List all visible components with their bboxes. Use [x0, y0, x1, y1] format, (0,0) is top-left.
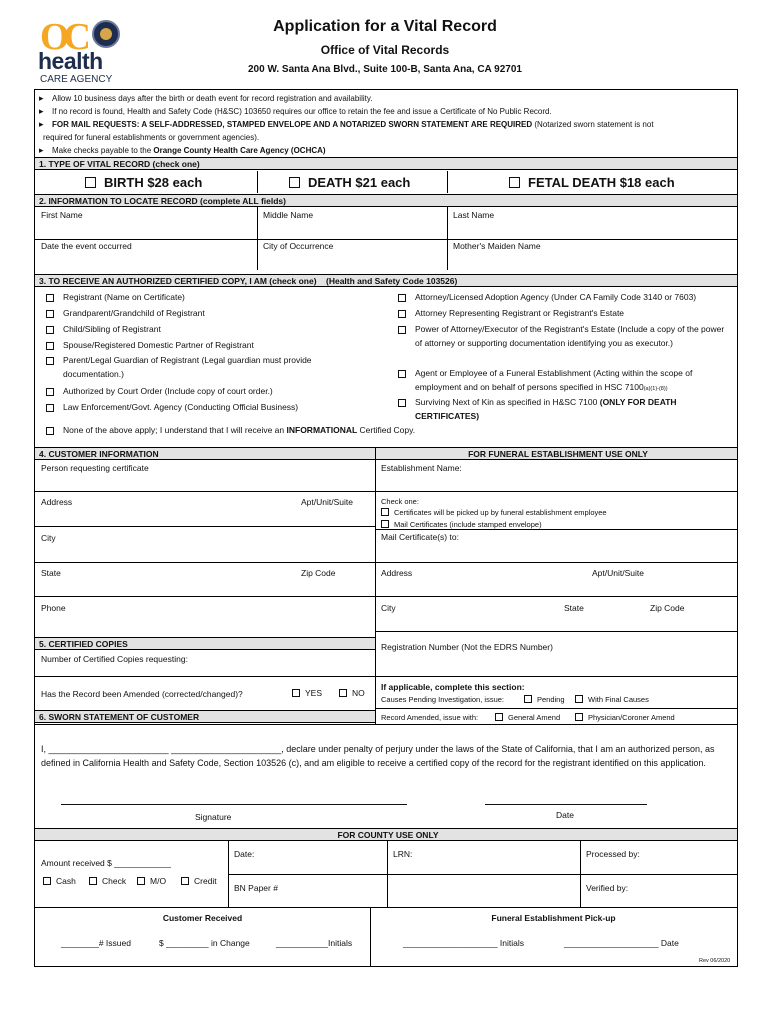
- person-requesting-field[interactable]: Person requesting certificate: [41, 463, 149, 473]
- note-mail-bold: FOR MAIL REQUESTS: A SELF-ADDRESSED, STAMPED ENVELOPE AND A NOTARIZED SWORN STATEMENT ARE REQUIRED: [52, 120, 533, 129]
- parent-guardian-option[interactable]: [46, 354, 366, 381]
- amended-yes-label: YES: [305, 688, 323, 698]
- divider: [35, 526, 375, 527]
- signature-line[interactable]: [61, 804, 407, 805]
- section-3-title: 3. TO RECEIVE AN AUTHORIZED CERTIFIED COPY, I AM (check one): [39, 276, 317, 286]
- funeral-state-field[interactable]: State: [564, 603, 584, 613]
- physician-amend-checkbox[interactable]: [575, 713, 583, 721]
- attorney-registrant-option[interactable]: [398, 307, 738, 321]
- funeral-address-field[interactable]: Address: [381, 568, 413, 578]
- informational-bold: INFORMATIONAL: [286, 425, 358, 435]
- law-enforcement-checkbox[interactable]: [46, 404, 54, 412]
- attorney-adoption-label: Attorney/Licensed Adoption Agency (Under CA Family Code 3140 or 7603): [415, 292, 697, 302]
- physician-amend-label: Physician/Coroner Amend: [588, 713, 675, 722]
- divider: [447, 171, 448, 193]
- funeral-agent-option[interactable]: [398, 367, 733, 396]
- section-3-code: (Health and Safety Code 103526): [326, 276, 458, 286]
- cash-option[interactable]: [43, 876, 76, 887]
- pending-option[interactable]: [524, 694, 565, 705]
- fetal-death-option[interactable]: [509, 175, 675, 190]
- law-enforcement-option[interactable]: [46, 401, 376, 415]
- pickup-initials-field[interactable]: ____________________ Initials: [403, 938, 525, 948]
- section-1-heading: 1. TYPE OF VITAL RECORD (check one): [35, 157, 737, 170]
- parent-guardian-checkbox[interactable]: [46, 357, 54, 365]
- amended-yes-checkbox[interactable]: [292, 689, 300, 697]
- section-6-heading: 6. SWORN STATEMENT OF CUSTOMER: [35, 710, 375, 723]
- informational-text: None of the above apply; I understand that I will receive an: [63, 425, 287, 435]
- divider: [35, 239, 737, 240]
- event-date-field[interactable]: Date the event occurred: [41, 241, 132, 251]
- funeral-heading: FOR FUNERAL ESTABLISHMENT USE ONLY: [375, 447, 737, 460]
- maiden-name-field[interactable]: Mother's Maiden Name: [453, 241, 541, 251]
- check-one-label: Check one:: [381, 497, 419, 506]
- section-5-heading: 5. CERTIFIED COPIES: [35, 637, 375, 650]
- next-of-kin-bold: (ONLY FOR DEATH CERTIFICATES): [415, 397, 677, 421]
- final-causes-label: With Final Causes: [588, 695, 649, 704]
- note-no-record: ▸ If no record is found, Health and Safety Code (H&SC) 103650 requires our office to retain the fee and issue a Certificate of No Public Record.: [39, 105, 733, 118]
- logo-health-text: health: [38, 48, 103, 74]
- funeral-zip-field[interactable]: Zip Code: [650, 603, 685, 613]
- divider: [35, 562, 375, 563]
- birth-label: BIRTH $28 each: [104, 175, 203, 190]
- physician-amend-option[interactable]: [575, 712, 675, 723]
- mail-to-label: Mail Certificate(s) to:: [381, 532, 459, 542]
- death-label: DEATH $21 each: [308, 175, 411, 190]
- registrant-checkbox[interactable]: [46, 294, 54, 302]
- birth-option[interactable]: [85, 175, 202, 190]
- spouse-checkbox[interactable]: [46, 342, 54, 350]
- note-mail-continued: required for funeral establishments or government agencies).: [43, 133, 260, 142]
- check-label: Check: [102, 876, 127, 886]
- note-mail-requests: [39, 118, 733, 131]
- divider: [35, 907, 737, 908]
- money-order-label: M/O: [150, 876, 167, 886]
- pending-label: Pending: [537, 695, 565, 704]
- attorney-adoption-checkbox[interactable]: [398, 294, 406, 302]
- grandparent-label: Grandparent/Grandchild of Registrant: [63, 308, 205, 318]
- section-3-heading: [35, 274, 737, 287]
- address-field[interactable]: Address: [41, 497, 73, 507]
- attorney-adoption-option[interactable]: [398, 291, 738, 305]
- grandparent-option[interactable]: [46, 307, 376, 321]
- amount-received-field[interactable]: Amount received $ ____________: [41, 858, 171, 868]
- logo-agency-text: CARE AGENCY: [40, 74, 113, 85]
- credit-label: Credit: [194, 876, 217, 886]
- next-of-kin-label: [398, 396, 733, 423]
- date-line[interactable]: [485, 804, 647, 805]
- note-checks-text: Make checks payable to the: [52, 146, 154, 155]
- office-address: 200 W. Santa Ana Blvd., Suite 100-B, Santa Ana, CA 92701: [248, 64, 522, 75]
- page-title: Application for a Vital Record: [273, 18, 497, 35]
- bn-paper-field[interactable]: BN Paper #: [234, 883, 278, 893]
- funeral-pickup-heading: Funeral Establishment Pick-up: [491, 913, 616, 923]
- money-order-option[interactable]: [137, 876, 166, 887]
- divider: [257, 171, 258, 193]
- power-of-attorney-option[interactable]: [398, 323, 733, 350]
- county-use-heading: FOR COUNTY USE ONLY: [35, 828, 737, 841]
- note-checks-bold: Orange County Health Care Agency (OCHCA): [153, 146, 326, 155]
- credit-checkbox[interactable]: [181, 877, 189, 885]
- section-4-heading: 4. CUSTOMER INFORMATION: [35, 447, 375, 460]
- apt-unit-field[interactable]: Apt/Unit/Suite: [301, 497, 353, 507]
- mail-certs-label: Mail Certificates (include stamped envelope): [394, 520, 542, 529]
- informational-option[interactable]: [46, 424, 726, 438]
- picked-up-label: Certificates will be picked up by funeral establishment employee: [394, 508, 607, 517]
- divider: [35, 676, 375, 677]
- registration-number-field[interactable]: Registration Number (Not the EDRS Number): [381, 642, 553, 652]
- general-amend-checkbox[interactable]: [495, 713, 503, 721]
- fetal-death-checkbox[interactable]: [509, 177, 520, 188]
- pending-checkbox[interactable]: [524, 695, 532, 703]
- form-header: [0, 0, 770, 90]
- picked-up-checkbox[interactable]: [381, 508, 389, 516]
- fetal-death-label: FETAL DEATH $18 each: [528, 175, 675, 190]
- funeral-apt-field[interactable]: Apt/Unit/Suite: [592, 568, 644, 578]
- general-amend-option[interactable]: [495, 712, 560, 723]
- zip-code-field[interactable]: Zip Code: [301, 568, 336, 578]
- parent-guardian-label: Parent/Legal Guardian of Registrant (Legal guardian must provide documentation.): [63, 355, 312, 379]
- divider: [35, 596, 375, 597]
- grandparent-checkbox[interactable]: [46, 310, 54, 318]
- note-checks-payable: [39, 144, 733, 157]
- amended-yes-option[interactable]: [292, 688, 322, 699]
- record-amended-label: Record Amended, issue with:: [381, 713, 479, 722]
- spouse-option[interactable]: [46, 339, 376, 353]
- last-name-field[interactable]: Last Name: [453, 210, 495, 220]
- divider: [375, 562, 737, 563]
- funeral-agent-checkbox[interactable]: [398, 370, 406, 378]
- death-checkbox[interactable]: [289, 177, 300, 188]
- lrn-field[interactable]: LRN:: [393, 849, 413, 859]
- funeral-agent-label: [398, 367, 733, 396]
- informational-text-end: Certified Copy.: [357, 425, 416, 435]
- establishment-name-field[interactable]: Establishment Name:: [381, 463, 462, 473]
- funeral-agent-subsection: (a)(1)-(8)): [643, 385, 668, 392]
- application-form: [34, 157, 738, 967]
- check-option[interactable]: [89, 876, 126, 887]
- divider: [375, 676, 737, 677]
- instructions-box: [34, 89, 738, 158]
- next-of-kin-option[interactable]: [398, 396, 733, 423]
- sworn-statement-text: I, ________________________ ______________________, declare under penalty of perjury under the laws of the State of California, that I am an authorized person, as defined in California Health and Safety Code, Section 103526 (c), and am eligible to receive a certified copy of the record for the registrant identified on this application.: [41, 744, 715, 768]
- child-sibling-label: Child/Sibling of Registrant: [63, 324, 161, 334]
- divider: [35, 491, 375, 492]
- city-occurrence-field[interactable]: City of Occurrence: [263, 241, 334, 251]
- informational-checkbox[interactable]: [46, 427, 54, 435]
- child-sibling-checkbox[interactable]: [46, 326, 54, 334]
- court-order-label: Authorized by Court Order (Include copy of court order.): [63, 386, 273, 396]
- divider: [228, 874, 737, 875]
- mail-certs-checkbox[interactable]: [381, 520, 389, 528]
- divider: [375, 491, 737, 492]
- credit-option[interactable]: [181, 876, 217, 887]
- note-mail-rest: (Notarized sworn statement is not: [532, 120, 654, 129]
- child-sibling-option[interactable]: [46, 323, 376, 337]
- funeral-agent-text: Agent or Employee of a Funeral Establishment (Acting within the scope of employment and on behalf of persons specified in HSC 7100: [415, 368, 693, 392]
- spouse-label: Spouse/Registered Domestic Partner of Registrant: [63, 340, 254, 350]
- amended-no-label: NO: [352, 688, 365, 698]
- cash-checkbox[interactable]: [43, 877, 51, 885]
- office-name: Office of Vital Records: [320, 43, 450, 57]
- court-order-option[interactable]: [46, 385, 376, 399]
- cash-label: Cash: [56, 876, 76, 886]
- copies-count-field[interactable]: Number of Certified Copies requesting:: [41, 654, 188, 664]
- first-name-field[interactable]: First Name: [41, 210, 83, 220]
- registrant-label: Registrant (Name on Certificate): [63, 292, 185, 302]
- causes-pending-label: Causes Pending Investigation, issue:: [381, 695, 504, 704]
- county-date-field[interactable]: Date:: [234, 849, 255, 859]
- attorney-registrant-label: Attorney Representing Registrant or Registrant's Estate: [415, 308, 625, 318]
- amended-no-option[interactable]: [339, 688, 365, 699]
- amended-no-checkbox[interactable]: [339, 689, 347, 697]
- final-causes-checkbox[interactable]: [575, 695, 583, 703]
- customer-received-heading: Customer Received: [162, 913, 243, 923]
- divider: [375, 708, 737, 709]
- divider: [375, 596, 737, 597]
- pickup-date-field[interactable]: ____________________ Date: [564, 938, 679, 948]
- check-checkbox[interactable]: [89, 877, 97, 885]
- money-order-checkbox[interactable]: [137, 877, 145, 885]
- revision-label: Rev 06/2020: [699, 958, 731, 964]
- phone-field[interactable]: Phone: [41, 603, 66, 613]
- birth-checkbox[interactable]: [85, 177, 96, 188]
- date-label: Date: [556, 810, 574, 820]
- logo-oc-mark: OC: [40, 16, 85, 58]
- general-amend-label: General Amend: [508, 713, 561, 722]
- divider: [375, 529, 737, 530]
- attorney-registrant-checkbox[interactable]: [398, 310, 406, 318]
- verified-by-field[interactable]: Verified by:: [586, 883, 629, 893]
- divider: [375, 631, 737, 632]
- informational-label: [46, 424, 726, 438]
- note-processing-time: ▸ Allow 10 business days after the birth or death event for record registration and availability.: [39, 92, 733, 105]
- divider: [35, 724, 737, 725]
- registrant-option[interactable]: [46, 291, 376, 305]
- power-of-attorney-checkbox[interactable]: [398, 326, 406, 334]
- court-order-checkbox[interactable]: [46, 388, 54, 396]
- death-option[interactable]: [289, 175, 410, 190]
- next-of-kin-text: Surviving Next of Kin as specified in H&SC 7100: [415, 397, 600, 407]
- funeral-city-field[interactable]: City: [381, 603, 396, 613]
- if-applicable-label: If applicable, complete this section:: [381, 682, 525, 692]
- power-of-attorney-label: Power of Attorney/Executor of the Registrant's Estate (Include a copy of the power of attorney or supporting documentation identifying you as executor.): [415, 324, 725, 348]
- customer-initials-field[interactable]: ___________Initials: [276, 938, 353, 948]
- change-field[interactable]: $ _________ in Change: [159, 938, 250, 948]
- signature-label: Signature: [195, 812, 232, 822]
- divider: [375, 447, 376, 725]
- next-of-kin-checkbox[interactable]: [398, 399, 406, 407]
- law-enforcement-label: Law Enforcement/Govt. Agency (Conducting Official Business): [63, 402, 299, 412]
- middle-name-field[interactable]: Middle Name: [263, 210, 314, 220]
- section-2-heading: 2. INFORMATION TO LOCATE RECORD (complete ALL fields): [35, 194, 737, 207]
- amended-question: Has the Record been Amended (corrected/changed)?: [41, 689, 243, 699]
- final-causes-option[interactable]: [575, 694, 649, 705]
- city-field[interactable]: City: [41, 533, 56, 543]
- processed-by-field[interactable]: Processed by:: [586, 849, 640, 859]
- issued-field[interactable]: ________# Issued: [61, 938, 131, 948]
- picked-up-option[interactable]: [381, 507, 607, 518]
- state-field[interactable]: State: [41, 568, 61, 578]
